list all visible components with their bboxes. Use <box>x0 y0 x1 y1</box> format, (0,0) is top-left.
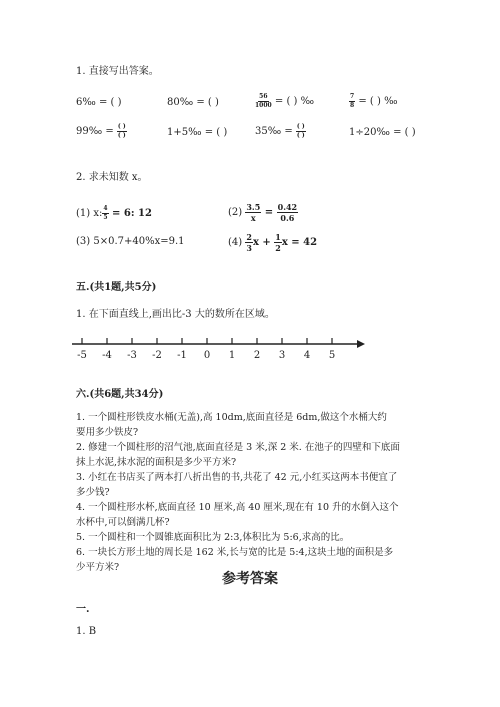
equation-text: = 6: 12 <box>108 208 152 219</box>
problem-line: 4. 一个圆柱形水杯,底面直径 10 厘米,高 40 厘米,现在有 10 升的水倒入这个 <box>76 502 399 513</box>
number-line-ticks <box>77 338 335 361</box>
number-line-label: 5 <box>328 350 336 361</box>
problem-text: = ( ) ‰ <box>355 96 398 107</box>
problem-line: 抹上水泥,抹水泥的面积是多少平方米? <box>76 457 237 468</box>
section1-title: 1. 直接写出答案。 <box>76 66 159 77</box>
denominator: ( ) <box>117 132 126 139</box>
problem-1-5 <box>76 124 127 139</box>
numerator: 2 <box>246 232 252 242</box>
number-line-arrow <box>357 340 365 348</box>
number-line-label: -4 <box>102 350 112 361</box>
answer-1: 1. B <box>76 626 97 637</box>
problem-1-7 <box>255 124 306 139</box>
problem-1-6: 1+5‰ = ( ) <box>167 127 228 138</box>
problem-line: 多少钱? <box>76 487 110 498</box>
equation-label: (3) <box>76 236 91 247</box>
problem-line: 少平方米? <box>76 562 120 573</box>
numerator: 0.42 <box>277 202 298 212</box>
problem-1-2: 80‰ = ( ) <box>167 97 219 108</box>
denominator: 1000 <box>255 102 272 109</box>
equation-label: (2) <box>228 207 243 218</box>
number-line-label: 3 <box>278 350 286 361</box>
numerator: 4 <box>103 205 108 212</box>
problem-text: = ( ) ‰ <box>271 96 315 107</box>
number-line-label: -1 <box>177 350 187 361</box>
problem-line: 6. 一块长方形土地的周长是 162 米,长与宽的比是 5:4,这块土地的面积是多 <box>76 547 394 558</box>
problem-line: 要用多少铁皮? <box>76 427 139 438</box>
number-line-label: 0 <box>203 350 211 361</box>
problem-line: 5. 一个圆柱和一个圆锥底面积比为 2:3,体积比为 5:6,求高的比。 <box>76 532 350 543</box>
number-line-label: 4 <box>303 350 311 361</box>
number-line-label: -3 <box>127 350 137 361</box>
problem-text: 35‰ = <box>255 126 296 137</box>
denominator: 5 <box>103 214 108 221</box>
equation-label: (4) <box>228 237 243 248</box>
problem-line: 水杯中,可以倒满几杯? <box>76 517 170 528</box>
denominator: 0.6 <box>280 213 295 223</box>
section5-heading: 五.(共1题,共5分) <box>76 282 157 293</box>
denominator: 3 <box>246 243 252 253</box>
number-line-label: -2 <box>152 350 162 361</box>
section5-question: 1. 在下面直线上,画出比-3 大的数所在区域。 <box>76 309 275 320</box>
numerator: 7 <box>350 93 355 100</box>
numerator: 56 <box>259 93 268 100</box>
problem-1-8: 1÷20‰ = ( ) <box>349 127 416 138</box>
denominator: 8 <box>350 102 355 109</box>
section2-title: 2. 求未知数 x。 <box>76 172 148 183</box>
number-line <box>70 334 370 364</box>
problem-1-3 <box>255 94 314 109</box>
equation-text: x: <box>93 208 103 219</box>
number-line-label: -5 <box>77 350 87 361</box>
answers-part: 一. <box>76 604 90 615</box>
denominator: ( ) <box>296 132 305 139</box>
equation-text: 5×0.7+40%x=9.1 <box>93 236 185 247</box>
problem-line: 1. 一个圆柱形铁皮水桶(无盖),高 10dm,底面直径是 6dm,做这个水桶大约 <box>76 412 387 423</box>
equation-text: x = 42 <box>281 237 318 248</box>
numerator: ( ) <box>296 123 305 130</box>
denominator: 2 <box>275 243 281 253</box>
equation-text: = <box>261 207 277 218</box>
section6-heading: 六.(共6题,共34分) <box>76 389 164 400</box>
equation-3 <box>76 236 185 247</box>
number-line-label: 2 <box>253 350 261 361</box>
problem-1-4 <box>349 94 398 109</box>
problem-1-1: 6‰ = ( ) <box>76 97 122 108</box>
problem-line: 2. 修建一个圆柱形的沼气池,底面直径是 3 米,深 2 米. 在池子的四壁和下底面 <box>76 442 400 453</box>
equation-4 <box>228 233 317 252</box>
numerator: ( ) <box>117 123 126 130</box>
problem-text: 99‰ = <box>76 126 117 137</box>
section6-problems <box>76 410 436 575</box>
equation-2 <box>228 203 298 222</box>
number-line-label: 1 <box>228 350 236 361</box>
denominator: x <box>250 213 256 223</box>
problem-line: 3. 小红在书店买了两本打八折出售的书,共花了 42 元,小红买这两本书便宜了 <box>76 472 398 483</box>
numerator: 3.5 <box>246 202 261 212</box>
numerator: 1 <box>275 232 281 242</box>
equation-1 <box>76 206 152 221</box>
equation-label: (1) <box>76 208 91 219</box>
answers-title: 参考答案 <box>222 571 278 587</box>
equation-text: x + <box>252 237 275 248</box>
